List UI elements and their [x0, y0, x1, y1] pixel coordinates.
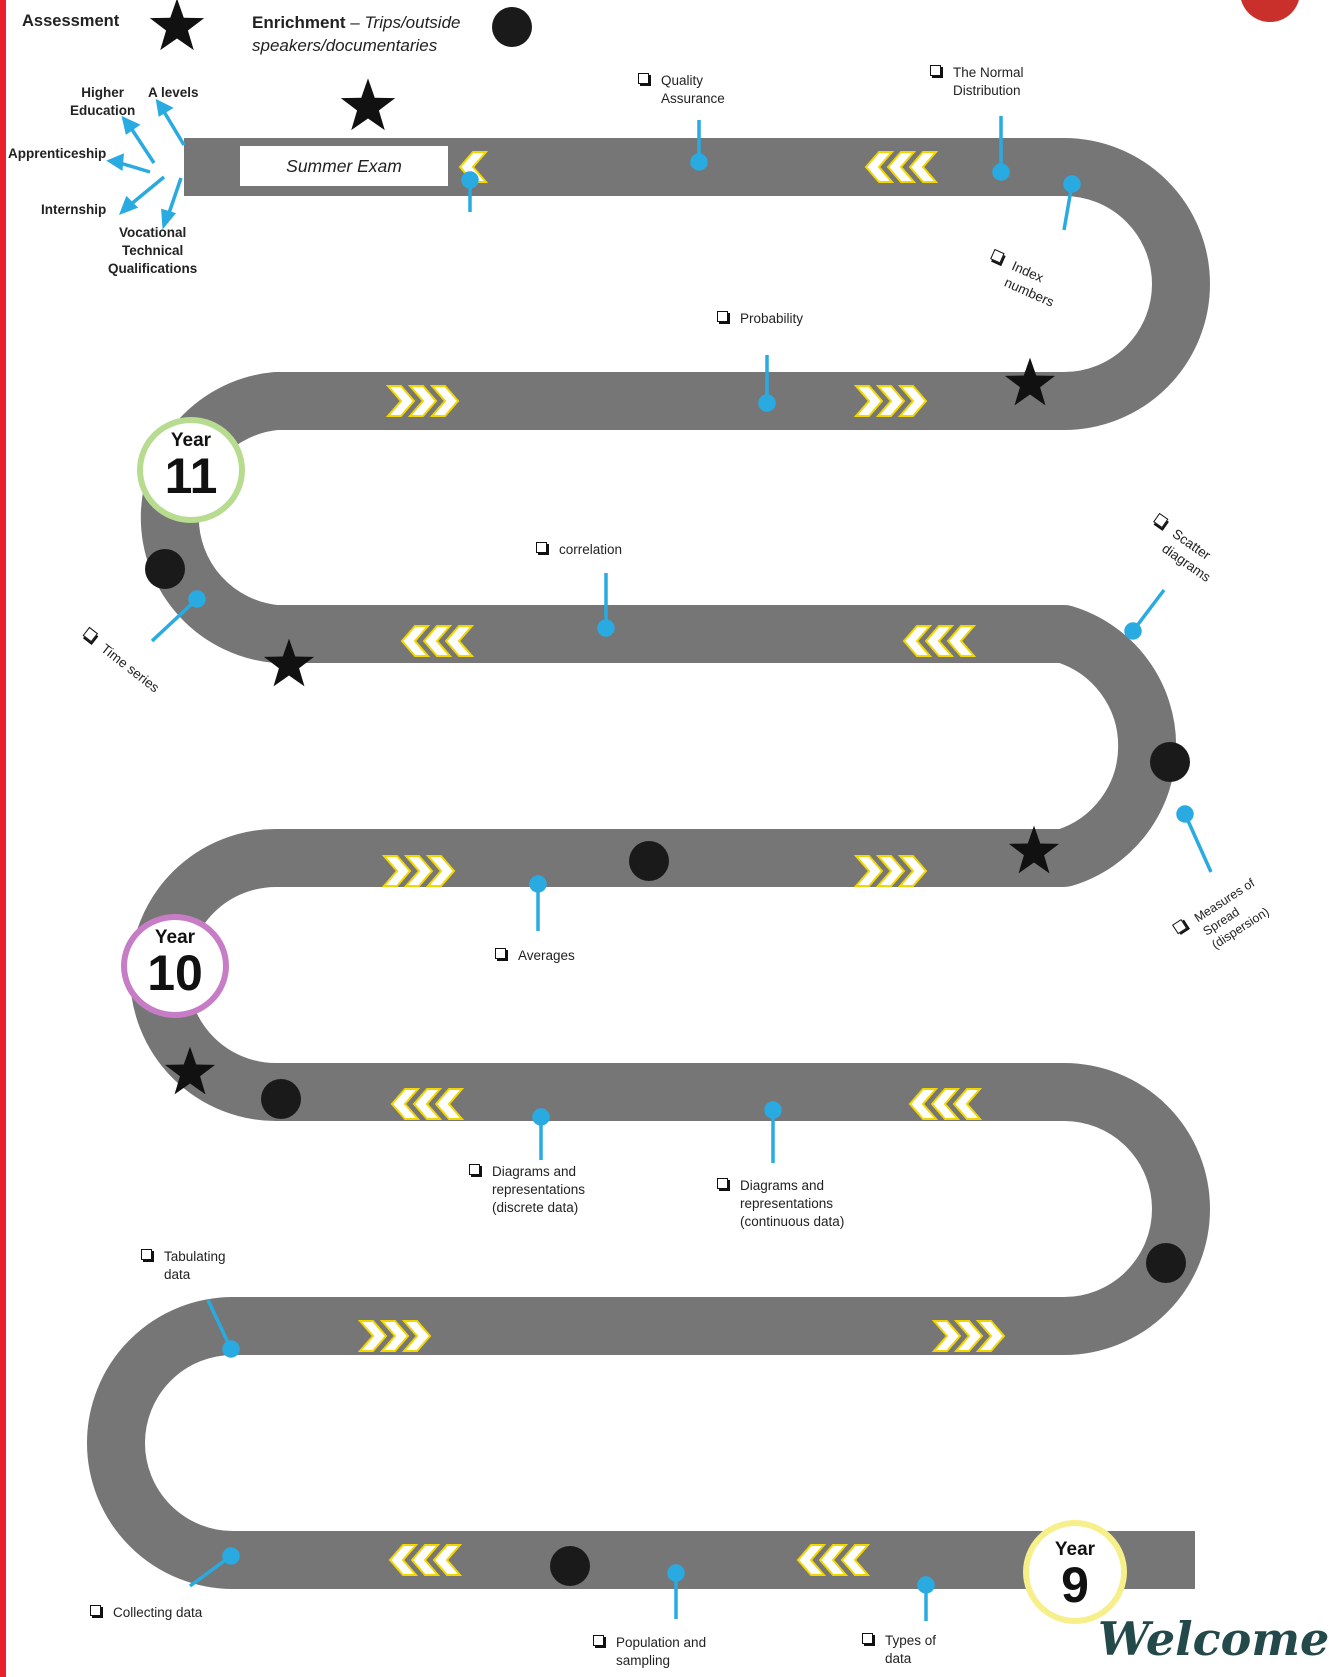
- legend-enrichment-desc-1: Trips/outside: [364, 13, 461, 32]
- topic-types-of-data: [862, 1632, 936, 1668]
- connector-scatter-diagrams: [1126, 590, 1164, 638]
- checkbox-icon: [495, 948, 506, 959]
- connector-index-numbers: [1064, 177, 1079, 230]
- topic-label: Diagrams and representations (discrete data): [492, 1164, 586, 1215]
- enrichment-dot-icon: [145, 549, 185, 589]
- pathway-vocational: [108, 224, 197, 278]
- topic-label: Diagrams and representations (continuous data): [740, 1178, 845, 1229]
- topic-label: Index numbers: [1002, 258, 1057, 310]
- year-11-word: Year: [170, 430, 212, 451]
- topic-label: Measures of Spread (dispersion): [1191, 875, 1272, 952]
- topic-diagrams-continuous: [717, 1177, 844, 1231]
- connector-averages: [531, 877, 545, 931]
- connector-population-sampling: [669, 1566, 683, 1619]
- year-10-number: 10: [147, 945, 203, 1001]
- checkbox-icon: [862, 1633, 873, 1644]
- topic-label: Tabulating data: [164, 1249, 226, 1282]
- connector-measures-of-spread: [1178, 807, 1211, 872]
- pathway-apprenticeship: Apprenticeship: [8, 146, 107, 161]
- year-9-word: Year: [1054, 1539, 1096, 1560]
- legend-enrichment-label: Enrichment: [252, 13, 346, 32]
- topic-collecting-data: [90, 1604, 202, 1622]
- topic-label: Probability: [740, 311, 804, 326]
- year-10-word: Year: [154, 927, 196, 948]
- topic-label: Types of data: [885, 1633, 937, 1666]
- checkbox-icon: [469, 1164, 480, 1175]
- topic-label: Scatter diagrams: [1159, 526, 1214, 585]
- pathway-vocational-line3: Qualifications: [108, 261, 198, 276]
- year-10-badge: [121, 914, 229, 1018]
- legend-enrichment-desc-2: speakers/documentaries: [252, 36, 438, 55]
- checkbox-icon: [717, 311, 728, 322]
- topic-quality-assurance: [638, 72, 725, 108]
- topic-normal-distribution: [930, 64, 1024, 100]
- checkbox-icon: [141, 1249, 152, 1260]
- legend-enrichment: [252, 11, 461, 57]
- year-11-number: 11: [164, 448, 218, 504]
- year-11-badge: [137, 417, 245, 523]
- topic-tabulating-data: [141, 1248, 226, 1284]
- pathway-vocational-line2: Technical: [122, 243, 184, 258]
- pathway-arrows: [110, 102, 184, 225]
- checkbox-icon: [930, 65, 941, 76]
- pathway-a-levels: A levels: [148, 85, 199, 100]
- enrichment-dot-icon: [1150, 742, 1190, 782]
- connector-diagrams-continuous: [766, 1103, 780, 1163]
- topic-label: Averages: [518, 948, 575, 963]
- connector-types-of-data: [919, 1578, 933, 1621]
- legend-assessment-label: Assessment: [22, 12, 120, 30]
- topic-diagrams-discrete: [469, 1163, 585, 1217]
- pathway-higher-education: [70, 84, 135, 120]
- checkbox-icon: [90, 1605, 101, 1616]
- connector-diagrams-discrete: [534, 1110, 548, 1160]
- topic-correlation: [536, 541, 622, 559]
- enrichment-dot-icon: [1146, 1243, 1186, 1283]
- welcome-logo: Welcome: [1098, 1612, 1329, 1666]
- topic-population-sampling: [593, 1634, 706, 1670]
- pathway-higher-education-line2: Education: [70, 103, 136, 118]
- assessment-star-icon: [341, 78, 395, 130]
- connector-correlation: [599, 573, 613, 635]
- topic-label: Quality Assurance: [661, 73, 725, 106]
- checkbox-icon: [638, 73, 649, 84]
- legend-star-icon: [150, 0, 204, 50]
- topic-label: Population and sampling: [616, 1635, 707, 1668]
- topic-label: Collecting data: [113, 1605, 203, 1620]
- topic-label: The Normal Distribution: [953, 65, 1024, 98]
- topic-averages: [495, 947, 575, 965]
- pathway-internship: Internship: [41, 202, 107, 217]
- year-9-badge: [1023, 1520, 1127, 1624]
- pathway-higher-education-line1: Higher: [81, 85, 125, 100]
- enrichment-dot-icon: [261, 1079, 301, 1119]
- legend-enrichment-dot-icon: [492, 7, 532, 47]
- legend-enrichment-dash: –: [345, 13, 365, 32]
- topic-probability: [717, 310, 803, 328]
- enrichment-dot-icon: [550, 1546, 590, 1586]
- checkbox-icon: [717, 1178, 728, 1189]
- topic-label: Time series: [98, 640, 163, 696]
- pathway-vocational-line1: Vocational: [119, 225, 187, 240]
- checkbox-icon: [593, 1635, 604, 1646]
- checkbox-icon: [536, 542, 547, 553]
- year-9-number: 9: [1061, 1557, 1089, 1613]
- checkbox-icon: [990, 249, 1005, 264]
- topic-label: correlation: [559, 542, 623, 557]
- summer-exam-label: Summer Exam: [240, 146, 448, 186]
- enrichment-dot-icon: [629, 841, 669, 881]
